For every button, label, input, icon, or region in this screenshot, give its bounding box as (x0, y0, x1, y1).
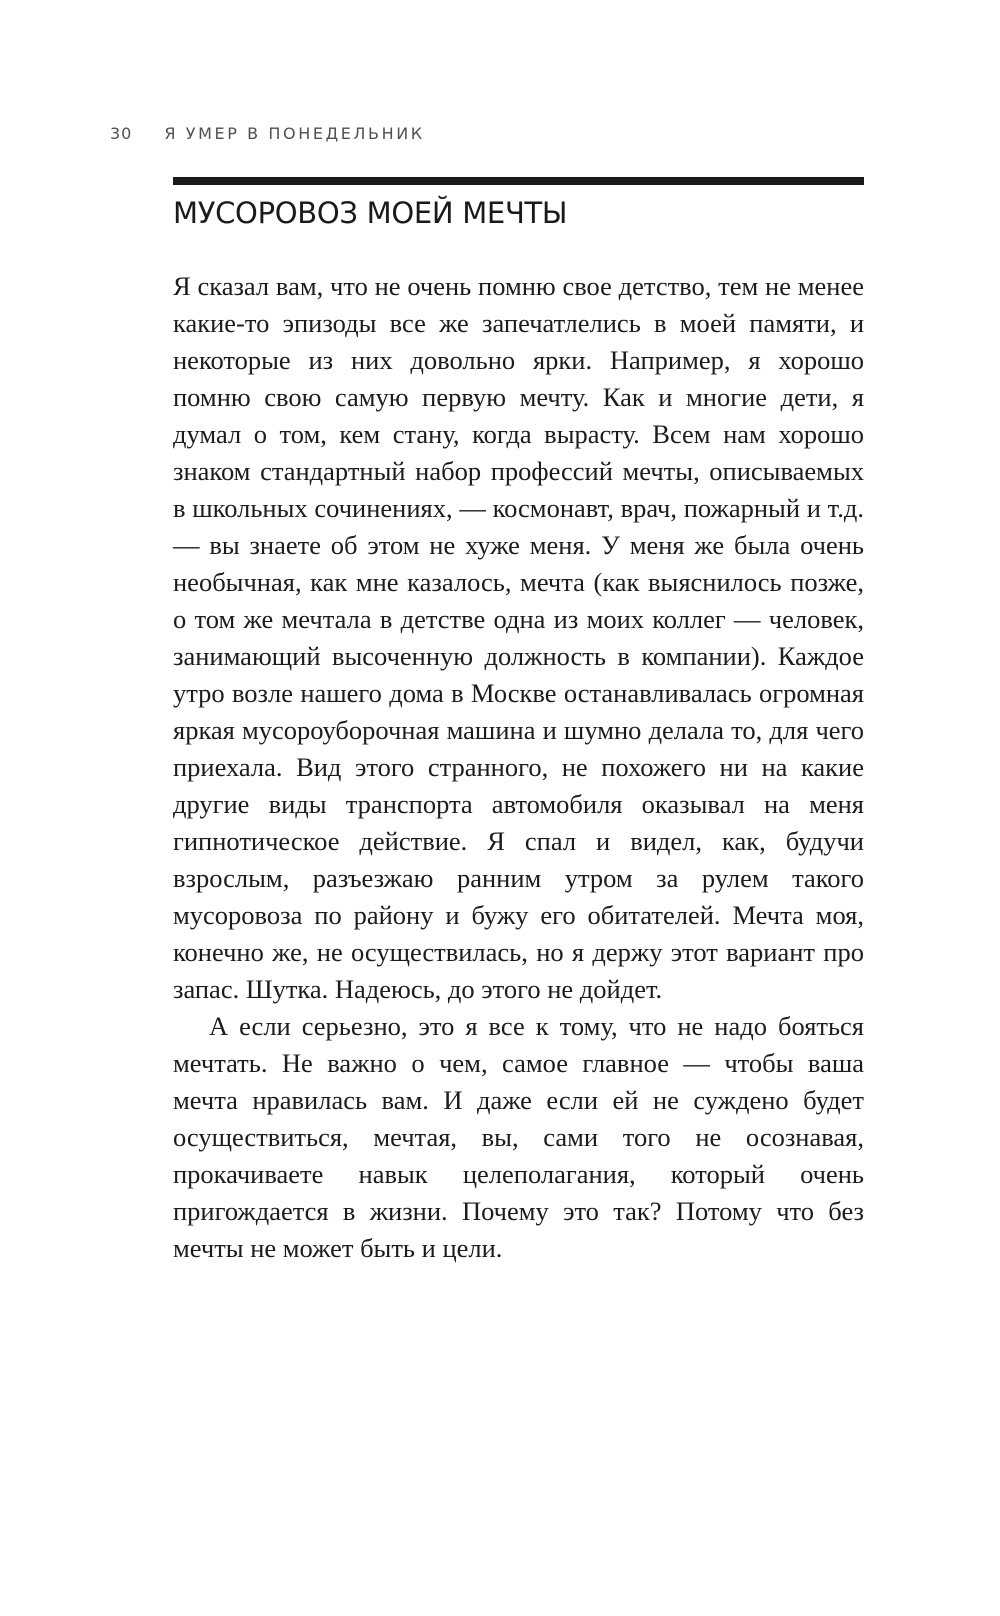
book-title: Я УМЕР В ПОНЕДЕЛЬНИК (164, 123, 425, 143)
body-text (173, 268, 864, 1267)
section-divider (173, 177, 864, 185)
running-header (110, 121, 425, 145)
paragraph: А если серьезно, это я все к тому, что не надо бояться мечтать. Не важно о чем, самое главное — чтобы ваша мечта нравилась вам. И даже если ей не суждено будет осуществиться, мечтая, вы, сами того не осознавая, прокачиваете навык целеполагания, который очень пригождается в жизни. Почему это так? Потому что без мечты не может быть и цели. (173, 1011, 864, 1263)
paragraph: Я сказал вам, что не очень помню свое детство, тем не менее какие-то эпизоды все же запечатлелись в моей памяти, и некоторые из них довольно ярки. Например, я хорошо помню свою самую первую мечту. Как и многие дети, я думал о том, кем стану, когда вырасту. Всем нам хорошо знаком стандартный набор профессий мечты, описываемых в школьных сочинениях, — космонавт, врач, пожарный и т.д. — вы знаете об этом не хуже меня. У меня же была очень необычная, как мне казалось, мечта (как выяснилось позже, о том же мечтала в детстве одна из моих коллег — человек, занимающий высоченную должность в компании). Каждое утро возле нашего дома в Москве останавливалась огромная яркая мусороуборочная машина и шумно делала то, для чего приехала. Вид этого странного, не похожего ни на какие другие виды транспорта автомобиля оказывал на меня гипнотическое действие. Я спал и видел, как, будучи взрослым, разъезжаю ранним утром за рулем такого мусоровоза по району и бужу его обитателей. Мечта моя, конечно же, не осуществилась, но я держу этот вариант про запас. Шутка. Надеюсь, до этого не дойдет. (173, 271, 864, 1004)
page-number: 30 (110, 123, 133, 143)
section-title: МУСОРОВОЗ МОЕЙ МЕЧТЫ (173, 196, 568, 230)
